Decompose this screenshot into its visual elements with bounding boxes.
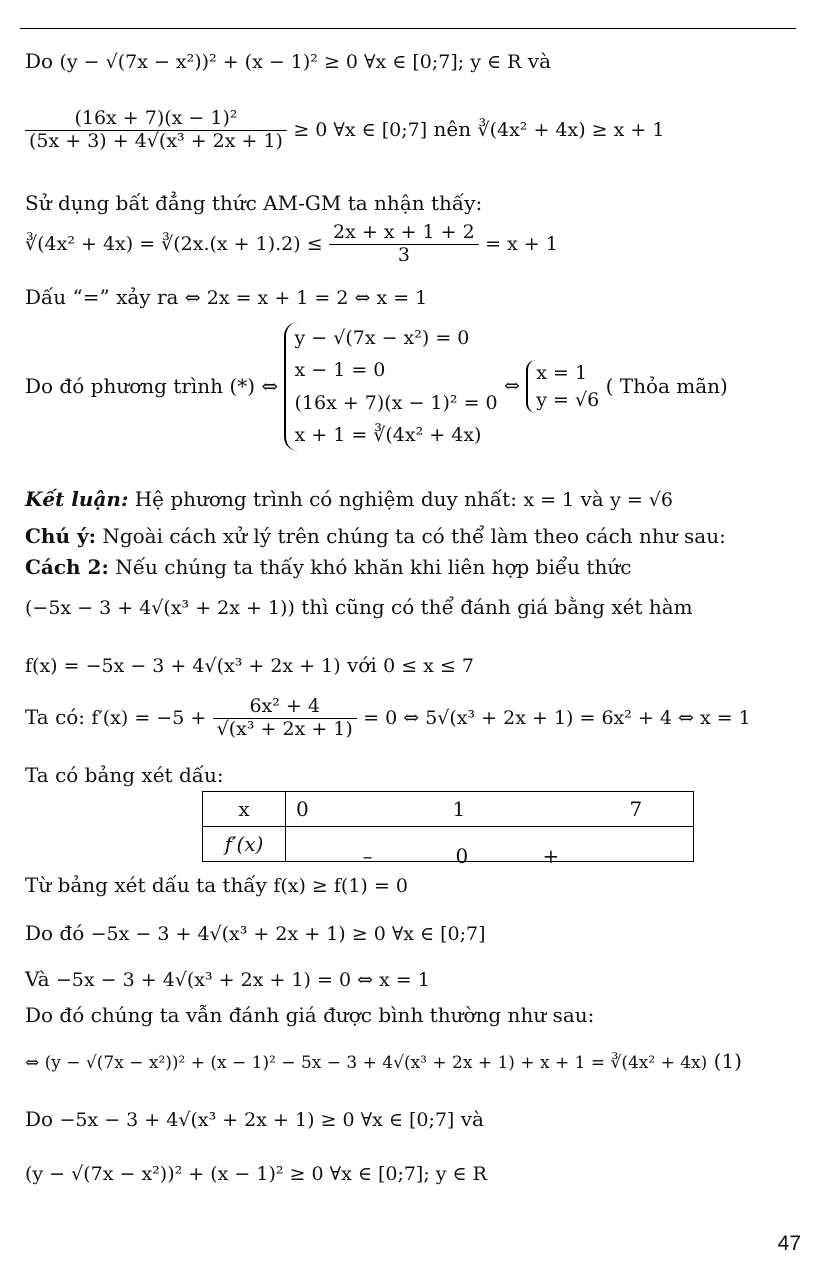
page-number: 47 — [777, 1232, 801, 1255]
line-1: Do (y − √(7x − x²))² + (x − 1)² ≥ 0 ∀x ∈ [0;7]; y ∈ R và — [25, 49, 551, 73]
line-16: Và −5x − 3 + 4√(x³ + 2x + 1) = 0 ⇔ x = 1 — [25, 967, 430, 991]
line-7: Kết luận: Hệ phương trình có nghiệm duy nhất: x = 1 và y = √6 — [25, 487, 674, 511]
line-5: Dấu “=” xảy ra ⇔ 2x = x + 1 = 2 ⇔ x = 1 — [25, 285, 428, 309]
line-8: Chú ý: Ngoài cách xử lý trên chúng ta có thể làm theo cách như sau: — [25, 524, 726, 548]
fraction: $\frac{\text{6x² + 4}}{\text{√(x³ + 2x + 1)}}$ — [213, 696, 357, 741]
line-11: f(x) = −5x − 3 + 4√(x³ + 2x + 1) với 0 ≤ x ≤ 7 — [25, 653, 474, 677]
header-rule — [20, 28, 796, 29]
line-19: Do −5x − 3 + 4√(x³ + 2x + 1) ≥ 0 ∀x ∈ [0;7] và — [25, 1107, 484, 1131]
line-10: (−5x − 3 + 4√(x³ + 2x + 1)) thì cũng có thể đánh giá bằng xét hàm — [25, 595, 693, 619]
table-row: x 0 1 7 — [203, 792, 694, 827]
line-6: Do đó phương trình (*) ⇔ y − √(7x − x²) = 0 x − 1 = 0 (16x + 7)(x − 1)² = 0 x + 1 = ∛(4x² + 4x) ⇔ x = 1 y = √6 ( Thỏa mãn) — [25, 322, 728, 451]
line-9: Cách 2: Nếu chúng ta thấy khó khăn khi liên hợp biểu thức — [25, 555, 632, 579]
table-row: f′(x) – 0 + — [203, 827, 694, 862]
fraction: $\frac{\text{(16x + 7)(x − 1)²}}{\text{(5x + 3) + 4√(x³ + 2x + 1)}}$ — [25, 108, 287, 153]
equation-system: y − √(7x − x²) = 0 x − 1 = 0 (16x + 7)(x − 1)² = 0 x + 1 = ∛(4x² + 4x) — [284, 322, 497, 451]
line-20: (y − √(7x − x²))² + (x − 1)² ≥ 0 ∀x ∈ [0;7]; y ∈ R — [25, 1163, 487, 1185]
line-4: ∛(4x² + 4x) = ∛(2x.(x + 1).2) ≤ $\frac{2x + x + 1 + 2}{3}$ = x + 1 — [25, 221, 558, 266]
line-15: Do đó −5x − 3 + 4√(x³ + 2x + 1) ≥ 0 ∀x ∈ [0;7] — [25, 921, 486, 945]
solution-system: x = 1 y = √6 — [526, 360, 599, 413]
line-2: $\frac{\text{(16x + 7)(x − 1)²}}{\text{(5x + 3) + 4√(x³ + 2x + 1)}}$ ≥ 0 ∀x ∈ [0;7] nên ∛(4x² + 4x) ≥ x + 1 — [25, 108, 664, 153]
fraction: $\frac{2x + x + 1 + 2}{3}$ — [329, 222, 479, 267]
line-17: Do đó chúng ta vẫn đánh giá được bình thường như sau: — [25, 1003, 595, 1027]
line-18: ⇔ (y − √(7x − x²))² + (x − 1)² − 5x − 3 + 4√(x³ + 2x + 1) + x + 1 = ∛(4x² + 4x) (1) — [25, 1049, 742, 1073]
sign-table — [202, 791, 694, 868]
line-14: Từ bảng xét dấu ta thấy f(x) ≥ f(1) = 0 — [25, 873, 408, 897]
line-13: Ta có bảng xét dấu: — [25, 763, 224, 787]
line-12: Ta có: f′(x) = −5 + $\frac{\text{6x² + 4}}{\text{√(x³ + 2x + 1)}}$ = 0 ⇔ 5√(x³ + 2x + 1) = 6x² + 4 ⇔ x = 1 — [25, 695, 751, 740]
line-3: Sử dụng bất đẳng thức AM-GM ta nhận thấy: — [25, 191, 483, 215]
